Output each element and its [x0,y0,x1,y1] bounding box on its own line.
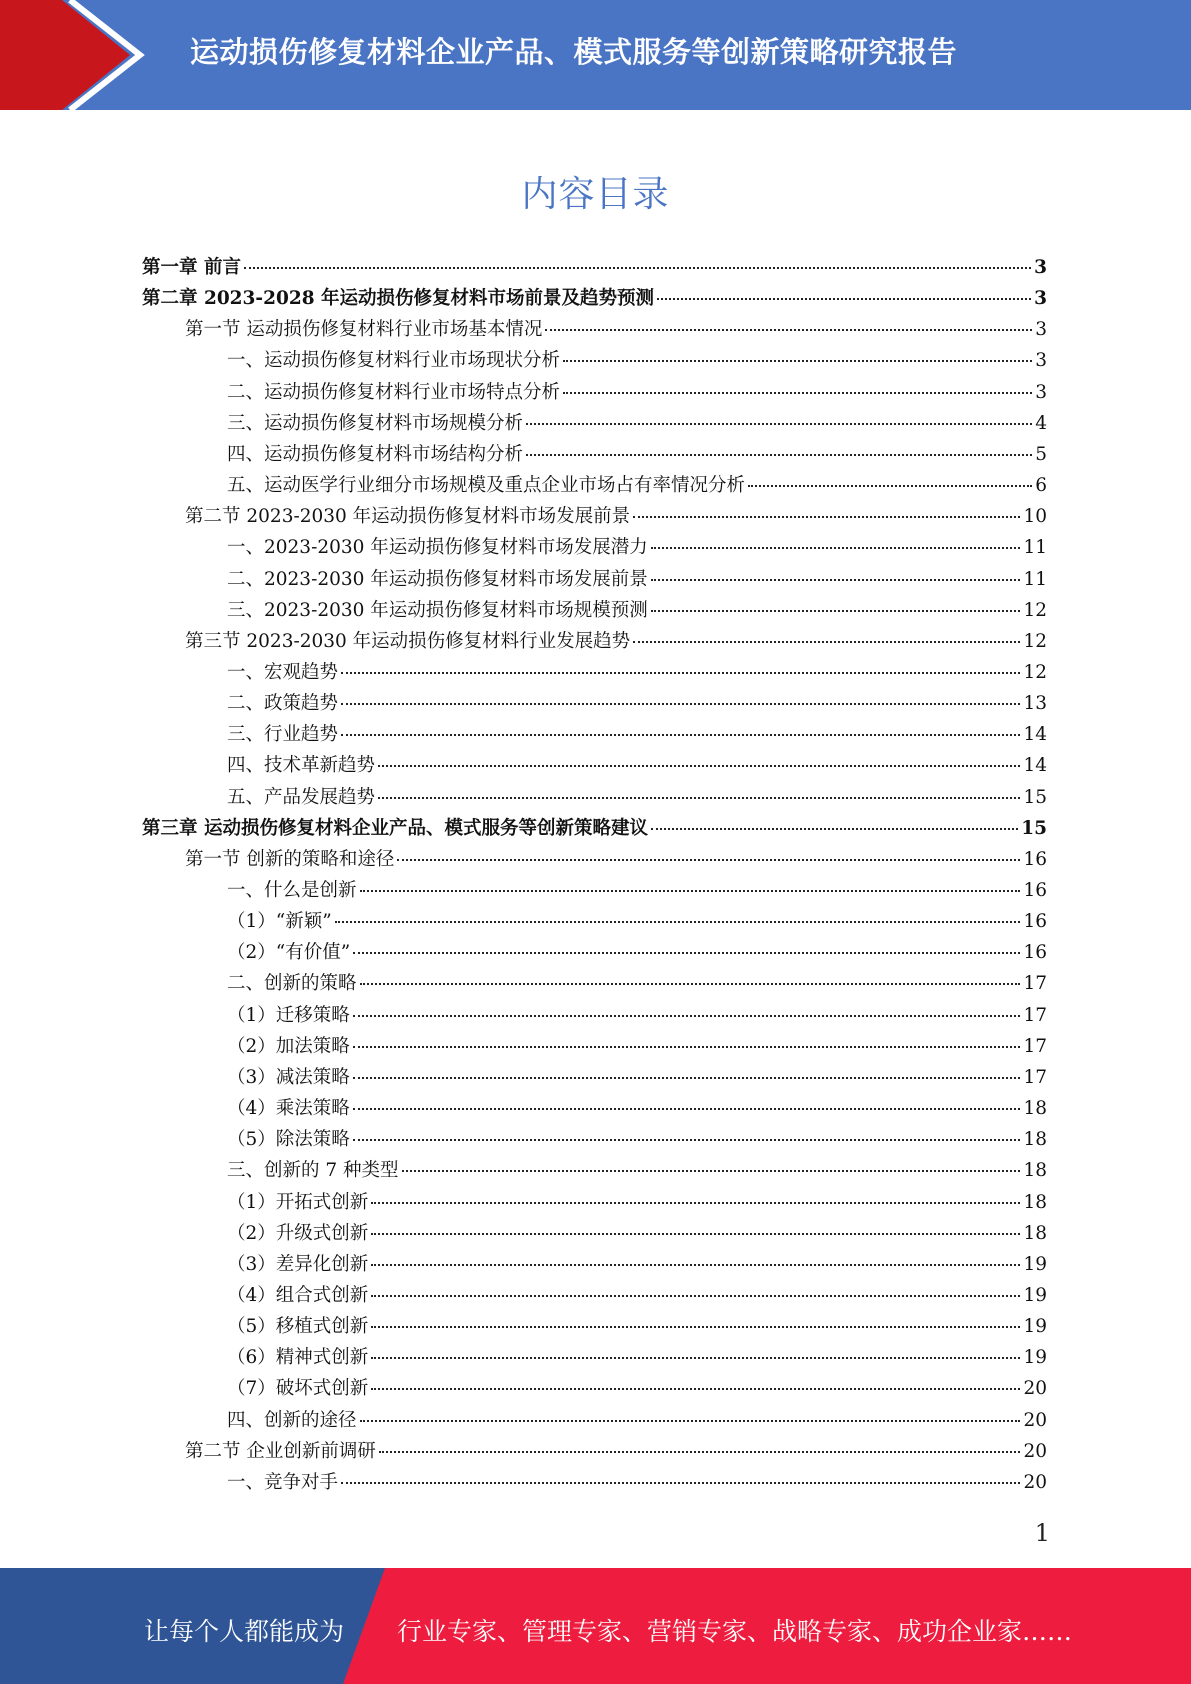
toc-entry-page: 18 [1023,1129,1047,1151]
toc-entry-page: 18 [1023,1222,1047,1244]
toc-entry[interactable] [185,1437,1047,1468]
toc-entry-page: 20 [1023,1409,1047,1431]
toc-entry-label: 一、宏观趋势 [227,661,339,683]
toc-entry[interactable] [227,1156,1047,1187]
toc-dot-leader [526,422,1032,425]
toc-entry[interactable] [227,596,1047,627]
toc-dot-leader [371,1387,1020,1390]
toc-entry-page: 13 [1023,693,1047,715]
toc-entry[interactable] [227,346,1047,377]
toc-entry-label: 第一节 运动损伤修复材料行业市场基本情况 [185,319,543,341]
toc-entry[interactable] [227,938,1047,969]
toc-entry-label: 四、创新的途径 [227,1409,357,1431]
toc-entry-page: 3 [1034,288,1047,310]
toc-entry-page: 16 [1023,942,1047,964]
toc-entry-label: 三、创新的 7 种类型 [227,1160,399,1182]
footer-slogan-right: 行业专家、管理专家、营销专家、战略专家、成功企业家…… [397,1617,1073,1646]
toc-entry[interactable] [227,1063,1047,1094]
toc-entry-page: 3 [1035,350,1047,372]
toc-entry-label: 二、创新的策略 [227,973,357,995]
toc-dot-leader [402,1169,1021,1172]
toc-entry-page: 19 [1023,1253,1047,1275]
toc-entry-page: 16 [1023,880,1047,901]
toc-dot-leader [563,391,1032,394]
toc-dot-leader [371,1325,1020,1328]
toc-entry[interactable] [185,502,1047,533]
toc-entry[interactable] [227,1343,1047,1374]
toc-entry-label: 第二节 企业创新前调研 [185,1440,376,1462]
toc-entry[interactable] [227,969,1047,1000]
toc-dot-leader [341,733,1020,736]
toc-entry[interactable] [227,409,1047,440]
toc-entry-label: 三、行业趋势 [227,724,339,746]
toc-entry-page: 6 [1035,475,1047,497]
toc-entry[interactable] [227,658,1047,689]
toc-dot-leader [341,671,1020,674]
toc-entry[interactable] [227,720,1047,751]
toc-entry-page: 4 [1035,412,1047,434]
toc-entry-label: 第一节 创新的策略和途径 [185,848,395,870]
toc-entry-page: 15 [1023,786,1047,808]
toc-entry-page: 16 [1023,848,1047,870]
toc-entry[interactable] [142,814,1047,845]
toc-entry-page: 3 [1034,257,1047,278]
toc-entry[interactable] [227,1219,1047,1250]
toc-dot-leader [371,1232,1020,1235]
toc-entry-page: 20 [1023,1440,1047,1462]
toc-dot-leader [651,827,1018,830]
toc-entry-label: （1）迁移策略 [227,1004,350,1026]
toc-entry-label: 二、运动损伤修复材料行业市场特点分析 [227,381,561,403]
toc-dot-leader [353,951,1020,954]
toc-dot-leader [371,1263,1020,1266]
toc-dot-leader [397,858,1020,861]
toc-entry[interactable] [227,1406,1047,1437]
toc-entry-page: 20 [1023,1378,1047,1400]
toc-entry[interactable] [185,315,1047,346]
toc-dot-leader [545,328,1032,331]
toc-entry-label: （5）除法策略 [227,1129,350,1151]
toc-dot-leader [353,1014,1021,1017]
toc-entry[interactable] [227,1250,1047,1281]
toc-entry-label: （2）升级式创新 [227,1222,369,1244]
toc-dot-leader [379,1450,1021,1453]
toc-entry[interactable] [227,1312,1047,1343]
toc-entry[interactable] [227,1188,1047,1219]
toc-dot-leader [371,1356,1020,1359]
toc-entry-label: （6）精神式创新 [227,1347,369,1369]
toc-entry[interactable] [227,533,1047,564]
toc-entry-label: 一、运动损伤修复材料行业市场现状分析 [227,350,561,372]
toc-entry-page: 14 [1023,755,1047,777]
toc-dot-leader [657,297,1031,300]
toc-entry-page: 12 [1023,630,1047,652]
toc-entry-label: 四、技术革新趋势 [227,755,376,777]
toc-entry[interactable] [142,284,1047,315]
toc-dot-leader [371,1294,1020,1297]
toc-dot-leader [360,982,1021,985]
toc-entry[interactable] [227,689,1047,720]
toc-entry-label: （7）破坏式创新 [227,1378,369,1400]
toc-dot-leader [563,359,1032,362]
toc-dot-leader [353,1138,1021,1141]
toc-entry-label: 四、运动损伤修复材料市场结构分析 [227,443,524,465]
toc-entry[interactable] [227,907,1047,938]
toc-entry[interactable] [227,751,1047,782]
toc-entry-label: （1）开拓式创新 [227,1191,369,1213]
toc-entry-label: 五、产品发展趋势 [227,786,376,808]
toc-entry-page: 12 [1023,599,1047,621]
toc-entry-label: 一、什么是创新 [227,880,357,901]
toc-entry[interactable] [142,253,1047,284]
header-chevron-decoration [0,0,150,110]
toc-dot-leader [526,453,1032,456]
toc-dot-leader [353,1076,1021,1079]
toc-entry-label: （2）加法策略 [227,1035,350,1057]
toc-entry-page: 16 [1023,911,1047,933]
report-title: 运动损伤修复材料企业产品、模式服务等创新策略研究报告 [190,35,958,69]
toc-entry[interactable] [227,565,1047,596]
toc-entry[interactable] [227,1094,1047,1125]
toc-entry-label: 第三节 2023-2030 年运动损伤修复材料行业发展趋势 [185,630,631,652]
toc-entry-label: （3）差异化创新 [227,1253,369,1275]
toc-entry-page: 11 [1023,537,1047,559]
toc-entry[interactable] [227,1281,1047,1312]
toc-entry-label: （4）乘法策略 [227,1098,350,1120]
toc-entry[interactable] [227,1125,1047,1156]
toc-entry[interactable] [227,1468,1047,1499]
toc-entry[interactable] [227,1001,1047,1032]
toc-dot-leader [353,1107,1021,1110]
toc-entry[interactable] [227,1032,1047,1063]
toc-entry-label: （2）“有价值” [227,942,351,964]
toc-dot-leader [633,640,1020,643]
toc-entry-page: 14 [1023,724,1047,746]
toc-entry-page: 5 [1035,443,1047,465]
toc-entry-label: （5）移植式创新 [227,1316,369,1338]
toc-entry-label: 五、运动医学行业细分市场规模及重点企业市场占有率情况分析 [227,475,746,497]
toc-dot-leader [353,1045,1021,1048]
toc-entry-page: 3 [1035,381,1047,403]
toc-entry[interactable] [227,1374,1047,1405]
toc-dot-leader [335,920,1021,923]
toc-dot-leader [360,1419,1021,1422]
toc-dot-leader [378,764,1020,767]
toc-entry-page: 19 [1023,1347,1047,1369]
toc-dot-leader [748,484,1032,487]
toc-entry[interactable] [185,845,1047,876]
toc-dot-leader [651,546,1021,549]
toc-entry-label: 一、2023-2030 年运动损伤修复材料市场发展潜力 [227,537,648,559]
toc-entry-label: （1）“新颖” [227,911,332,933]
toc-entry-page: 12 [1023,661,1047,683]
toc-heading: 内容目录 [521,174,670,215]
toc-entry-label: 第二节 2023-2030 年运动损伤修复材料市场发展前景 [185,506,631,528]
toc-entry-label: 一、竞争对手 [227,1471,339,1493]
toc-entry-page: 15 [1021,817,1047,839]
toc-entry-label: 二、政策趋势 [227,693,339,715]
toc-entry[interactable] [227,471,1047,502]
toc-dot-leader [633,515,1020,518]
toc-dot-leader [378,796,1020,799]
toc-entry[interactable] [227,876,1047,907]
toc-entry-label: 二、2023-2030 年运动损伤修复材料市场发展前景 [227,568,648,590]
toc-entry-page: 19 [1023,1284,1047,1306]
toc-entry-label: 第一章 前言 [142,257,241,278]
toc-dot-leader [371,1201,1020,1204]
toc-entry-page: 17 [1023,973,1047,995]
toc-entry-label: （4）组合式创新 [227,1284,369,1306]
toc-entry-page: 17 [1023,1035,1047,1057]
toc-entry-label: 三、运动损伤修复材料市场规模分析 [227,412,524,434]
page-number: 1 [1034,1519,1050,1547]
footer-slogan-left: 让每个人都能成为 [144,1617,345,1646]
toc-dot-leader [651,578,1021,581]
toc-dot-leader [651,609,1021,612]
toc-entry-label: 三、2023-2030 年运动损伤修复材料市场规模预测 [227,599,648,621]
toc-entry-page: 17 [1023,1066,1047,1088]
toc-entry-page: 10 [1023,506,1047,528]
toc-entry-page: 18 [1023,1160,1047,1182]
toc-entry-page: 18 [1023,1191,1047,1213]
toc-dot-leader [341,1481,1020,1484]
toc-entry-page: 20 [1023,1471,1047,1493]
toc-entry-page: 18 [1023,1098,1047,1120]
toc-entry-page: 11 [1023,568,1047,590]
toc-entry[interactable] [227,378,1047,409]
toc-dot-leader [244,266,1031,269]
toc-dot-leader [360,889,1021,892]
toc-entry[interactable] [227,783,1047,814]
toc-entry-page: 3 [1035,319,1047,341]
toc-entry-page: 17 [1023,1004,1047,1026]
toc-entry-label: （3）减法策略 [227,1066,350,1088]
toc-entry-page: 19 [1023,1316,1047,1338]
toc-entry[interactable] [227,440,1047,471]
toc-dot-leader [341,702,1020,705]
toc-entry-label: 第二章 2023-2028 年运动损伤修复材料市场前景及趋势预测 [142,288,655,310]
toc-entry[interactable] [185,627,1047,658]
toc-entry-label: 第三章 运动损伤修复材料企业产品、模式服务等创新策略建议 [142,817,648,839]
